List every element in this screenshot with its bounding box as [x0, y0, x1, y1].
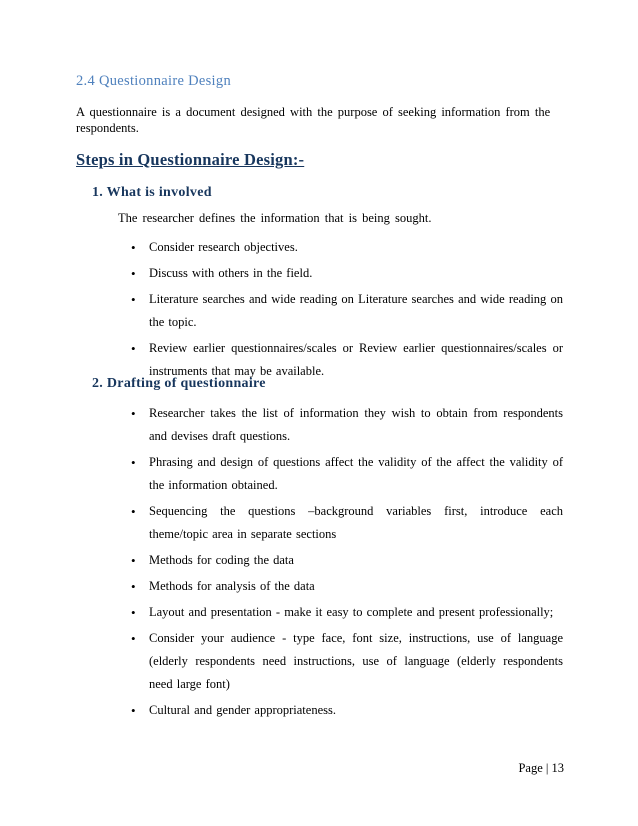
list-item	[131, 262, 563, 285]
bullet-icon: •	[131, 240, 136, 255]
bullet-icon: •	[131, 266, 136, 281]
bullet-icon: •	[131, 292, 136, 307]
list-item	[131, 236, 563, 259]
step1-bullet-list	[131, 236, 563, 386]
list-item	[131, 575, 563, 598]
steps-heading: Steps in Questionnaire Design:-	[76, 150, 305, 169]
page-number-footer: Page | 13	[518, 761, 564, 775]
list-item	[131, 627, 563, 696]
list-item-text: Methods for analysis of the data	[149, 579, 315, 593]
bullet-icon: •	[131, 341, 136, 356]
step2-bullet-list	[131, 402, 563, 725]
list-item-text: Layout and presentation - make it easy to complete and present professionally;	[149, 605, 554, 619]
list-item-text: Review earlier questionnaires/scales or Review earlier questionnaires/scales or instruments that may be available.	[149, 341, 563, 378]
list-item	[131, 549, 563, 572]
bullet-icon: •	[131, 579, 136, 594]
list-item-text: Consider your audience - type face, font size, instructions, use of language (elderly respondents need instructions, use of language (elderly respondents need large font)	[149, 631, 563, 691]
list-item	[131, 288, 563, 334]
list-item-text: Consider research objectives.	[149, 240, 298, 254]
list-item-text: Cultural and gender appropriateness.	[149, 703, 336, 717]
list-item	[131, 699, 563, 722]
section-title: 2.4 Questionnaire Design	[76, 73, 231, 89]
list-item-text: Sequencing the questions –background variables first, introduce each theme/topic area in separate sections	[149, 504, 563, 541]
list-item-text: Literature searches and wide reading on Literature searches and wide reading on the topic.	[149, 292, 563, 329]
bullet-icon: •	[131, 703, 136, 718]
list-item-text: Discuss with others in the field.	[149, 266, 313, 280]
list-item-text: Phrasing and design of questions affect the validity of the affect the validity of the information obtained.	[149, 455, 563, 492]
step1-lead: The researcher defines the information that is being sought.	[118, 211, 432, 225]
step1-heading: 1. What is involved	[92, 185, 212, 200]
step2-heading: 2. Drafting of questionnaire	[92, 376, 266, 391]
intro-paragraph: A questionnaire is a document designed with the purpose of seeking information from the respondents.	[76, 105, 551, 135]
list-item-text: Methods for coding the data	[149, 553, 294, 567]
list-item	[131, 402, 563, 448]
list-item-text: Researcher takes the list of information they wish to obtain from respondents and devises draft questions.	[149, 406, 563, 443]
list-item	[131, 500, 563, 546]
bullet-icon: •	[131, 553, 136, 568]
bullet-icon: •	[131, 406, 136, 421]
bullet-icon: •	[131, 504, 136, 519]
bullet-icon: •	[131, 631, 136, 646]
bullet-icon: •	[131, 605, 136, 620]
bullet-icon: •	[131, 455, 136, 470]
list-item	[131, 601, 563, 624]
list-item	[131, 451, 563, 497]
